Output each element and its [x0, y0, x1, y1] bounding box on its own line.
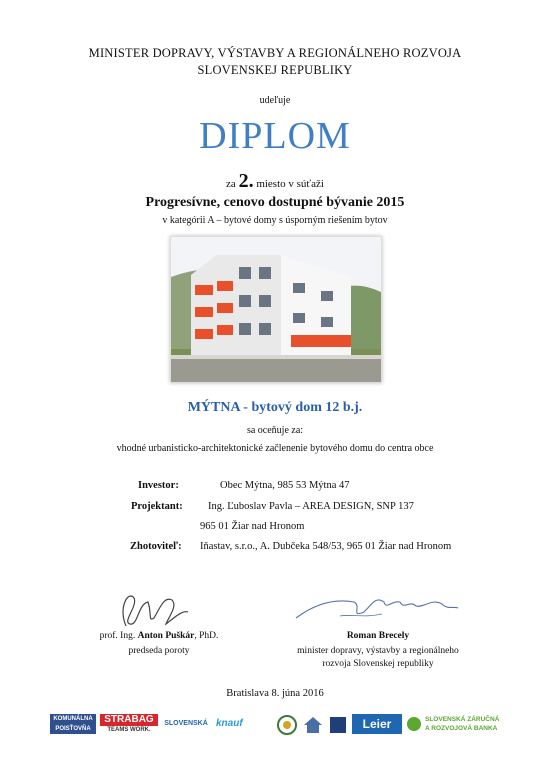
- place-number: 2.: [238, 170, 254, 192]
- place-line: [0, 170, 550, 193]
- project-name: MÝTNA - bytový dom 12 b.j.: [187, 400, 363, 415]
- strabag-tagline: TEAMS WORK.: [107, 727, 151, 733]
- signature-right: [292, 588, 462, 628]
- partner-emblem-2: [302, 714, 324, 734]
- zhotovitel-value: Iňastav, s.r.o., A. Dubčeka 548/53, 965 01 Žiar nad Hronom: [200, 541, 452, 552]
- investor-value: Obec Mýtna, 985 53 Mýtna 47: [220, 480, 350, 491]
- left-signatory-role: predseda poroty: [128, 646, 190, 656]
- szrb-logo: [406, 714, 506, 734]
- komunalna-logo: KOMUNÁLNA POISŤOVŇA: [50, 714, 96, 734]
- strabag-wordmark: STRABAG: [100, 714, 158, 726]
- right-signatory-role-1: minister dopravy, výstavby a regionálneho: [297, 646, 459, 656]
- diploma-title: DIPLOM: [199, 115, 351, 157]
- knauf-logo: knauf: [216, 718, 243, 729]
- right-signatory-name: Roman Brecely: [346, 631, 410, 641]
- competition-name: Progresívne, cenovo dostupné bývanie 2015: [145, 195, 405, 210]
- strabag-logo: [100, 714, 158, 734]
- leier-logo: Leier: [352, 714, 402, 734]
- building-illustration: [171, 237, 381, 382]
- competition-category: v kategórii A – bytové domy s úsporným riešením bytov: [162, 215, 388, 226]
- awarded-for-label: sa oceňuje za:: [246, 425, 304, 436]
- awarded-for-text: vhodné urbanisticko-architektonické začlenenie bytového domu do centra obce: [116, 443, 434, 454]
- issuer-line-1: MINISTER DOPRAVY, VÝSTAVBY A REGIONÁLNEHO ROZVOJA: [88, 46, 462, 60]
- slovenska-sporitelna-logo: SLOVENSKÁ: [164, 720, 208, 727]
- building-photo: [170, 236, 382, 383]
- zhotovitel-label: Zhotoviteľ:: [130, 541, 182, 552]
- issue-date: Bratislava 8. júna 2016: [226, 688, 324, 699]
- left-signatory-name: [84, 631, 234, 641]
- investor-label: Investor:: [138, 480, 179, 491]
- left-signatory-suffix: , PhD.: [194, 631, 219, 641]
- projektant-value-2: 965 01 Žiar nad Hronom: [200, 521, 305, 532]
- round-emblem-icon: [276, 714, 298, 736]
- place-suffix: miesto v súťaži: [256, 178, 324, 190]
- place-prefix: za: [226, 178, 236, 190]
- leaf-icon: [406, 716, 422, 732]
- projektant-label: Projektant:: [131, 501, 183, 512]
- building-icon: [328, 714, 348, 736]
- szrb-line-1: SLOVENSKÁ ZÁRUČNÁ: [425, 716, 500, 723]
- szrb-line-2: A ROZVOJOVÁ BANKA: [425, 725, 498, 732]
- partner-emblem-1: [276, 714, 298, 734]
- projektant-value-1: Ing. Ľuboslav Pavla – AREA DESIGN, SNP 137: [208, 501, 414, 512]
- awards-text: udeľuje: [259, 95, 291, 106]
- signature-left: [108, 588, 198, 636]
- partner-emblem-3: [328, 714, 348, 734]
- issuer-line-2: SLOVENSKEJ REPUBLIKY: [197, 63, 353, 77]
- left-signatory-surname: Anton Puškár: [137, 631, 195, 641]
- left-signatory-prefix: prof. Ing.: [99, 631, 136, 641]
- right-signatory-role-2: rozvoja Slovenskej republiky: [322, 659, 434, 669]
- house-icon: [302, 714, 324, 736]
